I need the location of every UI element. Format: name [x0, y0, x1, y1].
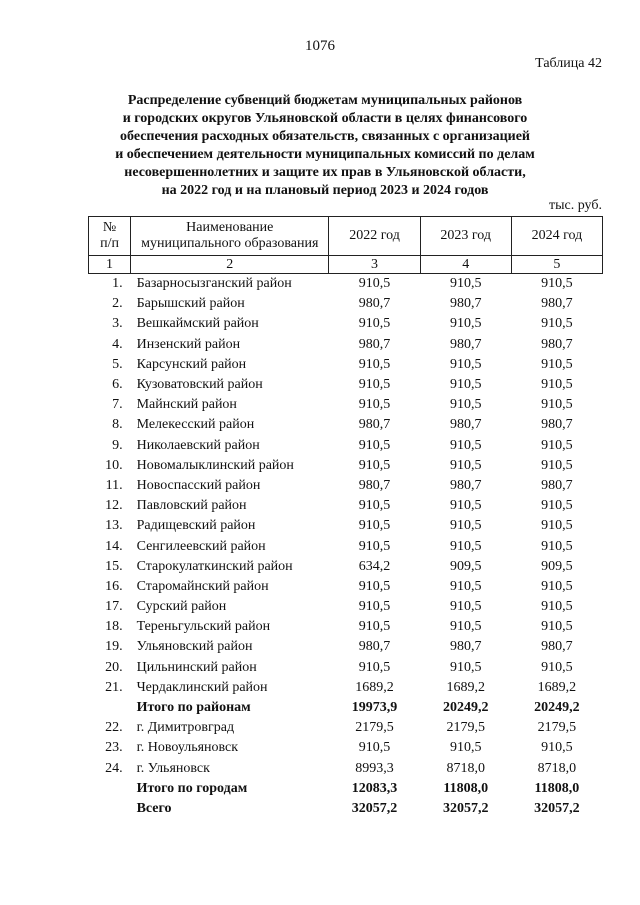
title-line: обеспечения расходных обязательств, связанных с организацией — [120, 129, 530, 144]
value-2023: 20249,2 — [442, 700, 489, 716]
value-2024: 910,5 — [541, 578, 573, 594]
municipality-name: Вешкаймский район — [136, 316, 259, 332]
value-2023: 32057,2 — [442, 800, 489, 816]
value-2023: 910,5 — [449, 498, 482, 514]
municipality-name: Новомалыклинский район — [136, 457, 294, 473]
value-2023: 2179,5 — [446, 720, 485, 736]
value-2022: 980,7 — [358, 296, 391, 312]
value-2023: 910,5 — [449, 377, 482, 393]
row-number: 1. — [112, 276, 123, 292]
table-row — [89, 294, 603, 314]
table-row — [89, 597, 603, 617]
table-row — [89, 738, 603, 758]
table-row — [89, 335, 603, 355]
value-2022: 2179,5 — [355, 720, 394, 736]
row-number: 20. — [105, 659, 123, 675]
municipality-name: Павловский район — [136, 498, 247, 514]
value-2024: 11808,0 — [534, 780, 580, 796]
value-2022: 910,5 — [358, 276, 391, 292]
table-row — [89, 355, 603, 375]
value-2023: 910,5 — [449, 578, 482, 594]
table-row — [89, 577, 603, 597]
municipality-name: Радищевский район — [136, 518, 256, 534]
row-number — [89, 779, 131, 799]
municipality-name: Базарносызганский район — [136, 276, 292, 292]
municipality-name: г. Ульяновск — [136, 760, 210, 776]
row-number: 23. — [105, 740, 123, 756]
municipality-name: Николаевский район — [136, 437, 260, 453]
table-row — [89, 759, 603, 779]
value-2023: 910,5 — [449, 356, 482, 372]
municipality-name: Цильнинский район — [136, 659, 257, 675]
municipality-name: Новоспасский район — [136, 477, 261, 493]
row-number — [89, 799, 131, 819]
row-number: 7. — [112, 397, 123, 413]
value-2024: 980,7 — [541, 336, 573, 352]
value-2023: 909,5 — [449, 558, 482, 574]
value-2022: 910,5 — [358, 740, 391, 756]
table-row — [89, 658, 603, 678]
document-title — [95, 92, 555, 200]
column-index: 1 — [89, 256, 131, 274]
value-2024: 20249,2 — [534, 700, 580, 716]
header-2024: 2024 год — [511, 217, 602, 256]
value-2022: 32057,2 — [351, 800, 398, 816]
column-index: 2 — [131, 256, 329, 274]
value-2023: 910,5 — [449, 437, 482, 453]
value-2024: 910,5 — [541, 659, 573, 675]
municipality-name: Сенгилеевский район — [136, 538, 266, 554]
value-2024: 910,5 — [541, 619, 573, 635]
municipality-name: г. Новоульяновск — [136, 740, 239, 756]
value-2022: 910,5 — [358, 619, 391, 635]
municipality-name: Барышский район — [136, 296, 245, 312]
column-index-row — [89, 256, 603, 274]
units-label: тыс. руб. — [549, 198, 602, 213]
value-2022: 910,5 — [358, 659, 391, 675]
title-line: Распределение субвенций бюджетам муниципальных районов — [127, 93, 523, 108]
row-number: 3. — [112, 316, 123, 332]
row-number: 5. — [112, 356, 123, 372]
total-row — [89, 698, 603, 718]
value-2023: 910,5 — [449, 740, 482, 756]
value-2023: 910,5 — [449, 397, 482, 413]
municipality-name: Итого по городам — [136, 780, 248, 796]
value-2023: 910,5 — [449, 659, 482, 675]
value-2022: 980,7 — [358, 477, 391, 493]
table-row — [89, 516, 603, 536]
municipality-name: Старомайнский район — [136, 578, 269, 594]
municipality-name: Всего — [136, 800, 172, 816]
row-number: 22. — [105, 720, 123, 736]
table-header-row — [89, 217, 603, 256]
value-2023: 910,5 — [449, 276, 482, 292]
value-2022: 910,5 — [358, 578, 391, 594]
column-index: 4 — [420, 256, 511, 274]
value-2024: 910,5 — [541, 538, 573, 554]
table-row — [89, 637, 603, 657]
municipality-name: Итого по районам — [136, 700, 251, 716]
row-number: 12. — [105, 498, 123, 514]
title-line: несовершеннолетних и защите их прав в Ульяновской области, — [124, 165, 526, 180]
header-name: Наименование муниципального образования — [131, 217, 329, 256]
municipality-name: Сурский район — [136, 599, 227, 615]
municipality-name: Старокулаткинский район — [136, 558, 293, 574]
value-2023: 910,5 — [449, 538, 482, 554]
value-2023: 910,5 — [449, 619, 482, 635]
row-number: 18. — [105, 619, 123, 635]
value-2024: 980,7 — [541, 296, 573, 312]
value-2022: 910,5 — [358, 377, 391, 393]
value-2022: 980,7 — [358, 417, 391, 433]
value-2023: 11808,0 — [443, 780, 489, 796]
value-2023: 980,7 — [449, 417, 482, 433]
value-2024: 8718,0 — [537, 760, 577, 776]
title-line: и городских округов Ульяновской области в целях финансового — [122, 111, 528, 126]
row-number: 17. — [105, 599, 123, 615]
value-2022: 910,5 — [358, 498, 391, 514]
value-2024: 980,7 — [541, 477, 573, 493]
value-2024: 32057,2 — [534, 800, 580, 816]
title-line: и обеспечением деятельности муниципальных комиссий по делам — [115, 147, 535, 162]
value-2022: 910,5 — [358, 518, 391, 534]
value-2022: 910,5 — [358, 316, 391, 332]
value-2023: 910,5 — [449, 457, 482, 473]
value-2023: 1689,2 — [446, 679, 485, 695]
header-number: № п/п — [89, 217, 131, 256]
value-2023: 910,5 — [449, 599, 482, 615]
row-number: 9. — [112, 437, 123, 453]
value-2022: 910,5 — [358, 538, 391, 554]
title-line: на 2022 год и на плановый период 2023 и 2024 годов — [161, 183, 489, 198]
table-row — [89, 436, 603, 456]
value-2024: 2179,5 — [537, 720, 577, 736]
value-2022: 910,5 — [358, 437, 391, 453]
value-2023: 910,5 — [449, 518, 482, 534]
column-index: 5 — [511, 256, 602, 274]
value-2024: 910,5 — [541, 457, 573, 473]
value-2024: 910,5 — [541, 377, 573, 393]
row-number: 15. — [105, 558, 123, 574]
value-2024: 980,7 — [541, 417, 573, 433]
table-row — [89, 274, 603, 295]
value-2023: 980,7 — [449, 296, 482, 312]
value-2022: 910,5 — [358, 397, 391, 413]
municipality-name: Карсунский район — [136, 356, 247, 372]
row-number: 11. — [105, 477, 123, 493]
value-2024: 910,5 — [541, 498, 573, 514]
table-row — [89, 476, 603, 496]
value-2024: 910,5 — [541, 740, 573, 756]
value-2023: 980,7 — [449, 336, 482, 352]
table-row — [89, 314, 603, 334]
value-2022: 8993,3 — [355, 760, 394, 776]
value-2024: 980,7 — [541, 639, 573, 655]
total-row — [89, 799, 603, 819]
page-number: 1076 — [305, 38, 335, 54]
row-number: 2. — [112, 296, 123, 312]
value-2024: 910,5 — [541, 316, 573, 332]
total-row — [89, 779, 603, 799]
value-2022: 19973,9 — [351, 700, 398, 716]
subsidy-table — [88, 216, 603, 819]
table-row — [89, 536, 603, 556]
table-label: Таблица 42 — [535, 56, 602, 71]
value-2022: 910,5 — [358, 457, 391, 473]
row-number: 19. — [105, 639, 123, 655]
value-2023: 980,7 — [449, 639, 482, 655]
value-2022: 1689,2 — [355, 679, 394, 695]
table-row — [89, 415, 603, 435]
value-2024: 910,5 — [541, 276, 573, 292]
value-2022: 980,7 — [358, 336, 391, 352]
row-number: 16. — [105, 578, 123, 594]
table-row — [89, 375, 603, 395]
table-row — [89, 496, 603, 516]
value-2022: 910,5 — [358, 356, 391, 372]
row-number: 10. — [105, 457, 123, 473]
row-number: 4. — [112, 336, 123, 352]
header-2023: 2023 год — [420, 217, 511, 256]
row-number: 13. — [105, 518, 123, 534]
table-row — [89, 456, 603, 476]
municipality-name: Кузоватовский район — [136, 377, 263, 393]
value-2024: 909,5 — [541, 558, 573, 574]
table-row — [89, 617, 603, 637]
value-2022: 634,2 — [358, 558, 391, 574]
table-row — [89, 557, 603, 577]
header-2022: 2022 год — [329, 217, 420, 256]
municipality-name: г. Димитровград — [136, 720, 235, 736]
row-number: 21. — [105, 679, 123, 695]
value-2024: 910,5 — [541, 518, 573, 534]
municipality-name: Мелекесский район — [136, 417, 255, 433]
row-number: 6. — [112, 377, 123, 393]
value-2024: 910,5 — [541, 356, 573, 372]
value-2024: 910,5 — [541, 599, 573, 615]
municipality-name: Тереньгульский район — [136, 619, 271, 635]
value-2023: 8718,0 — [446, 760, 485, 776]
row-number: 14. — [105, 538, 123, 554]
value-2022: 980,7 — [358, 639, 391, 655]
column-index: 3 — [329, 256, 420, 274]
table-row — [89, 678, 603, 698]
municipality-name: Чердаклинский район — [136, 679, 268, 695]
table-row — [89, 395, 603, 415]
municipality-name: Ульяновский район — [136, 639, 253, 655]
value-2022: 910,5 — [358, 599, 391, 615]
value-2024: 1689,2 — [537, 679, 577, 695]
municipality-name: Инзенский район — [136, 336, 241, 352]
row-number: 24. — [105, 760, 123, 776]
table-row — [89, 718, 603, 738]
value-2022: 12083,3 — [351, 780, 398, 796]
value-2023: 980,7 — [449, 477, 482, 493]
row-number — [89, 698, 131, 718]
row-number: 8. — [112, 417, 123, 433]
value-2023: 910,5 — [449, 316, 482, 332]
municipality-name: Майнский район — [136, 397, 237, 413]
value-2024: 910,5 — [541, 397, 573, 413]
value-2024: 910,5 — [541, 437, 573, 453]
